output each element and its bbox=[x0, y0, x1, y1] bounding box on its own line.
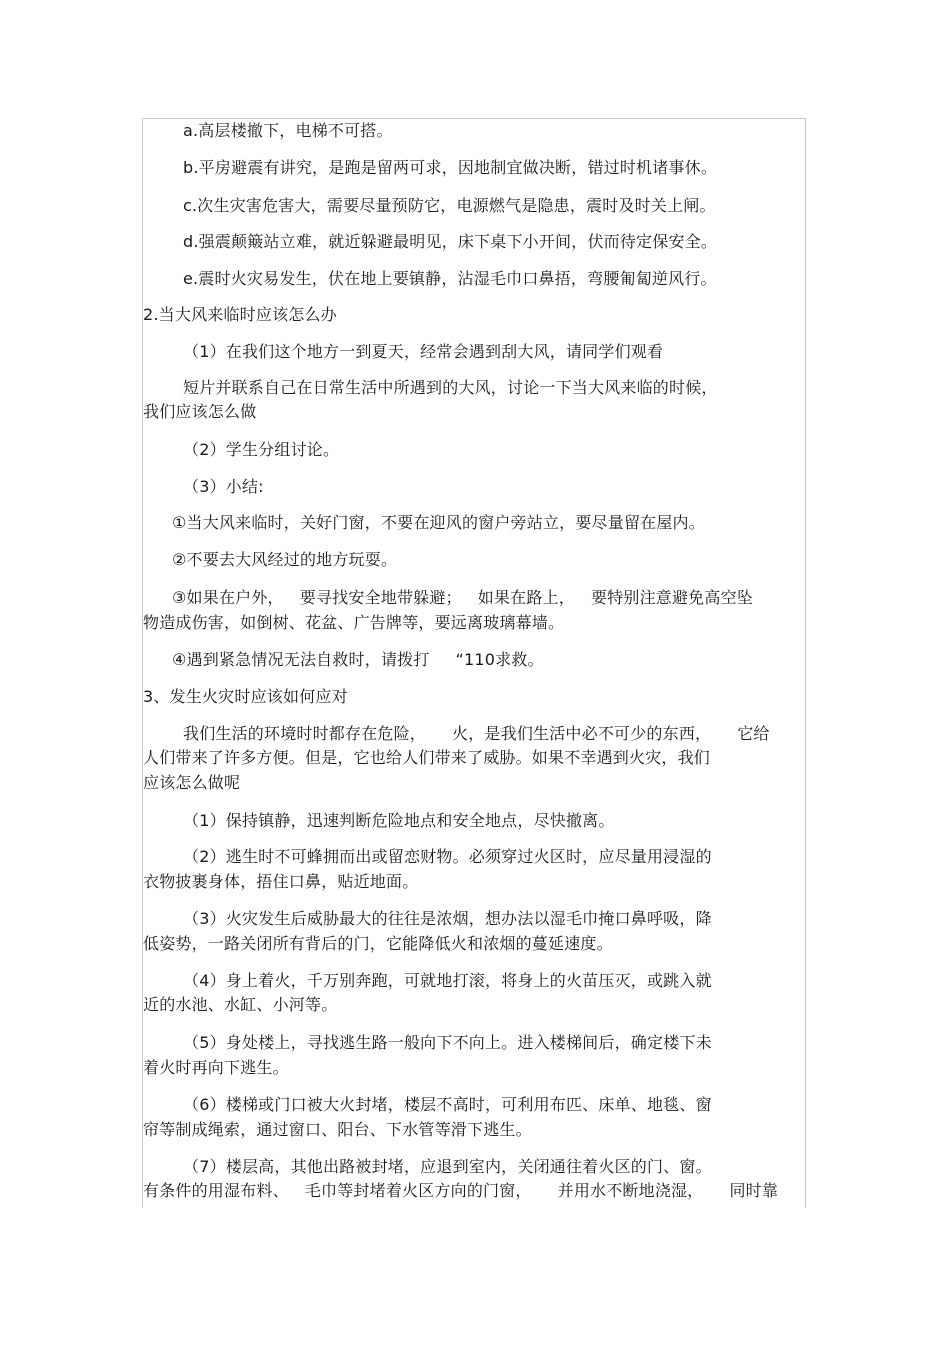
text-line: 帘等制成绳索，通过窗口、阳台、下水管等滑下逃生。 bbox=[143, 1120, 532, 1139]
text-segment: 我们生活的环境时时都存在危险， bbox=[183, 724, 427, 743]
text-line bbox=[143, 1181, 778, 1201]
text-line: （4）身上着火，千万别奔跑，可就地打滚，将身上的火苗压灭，或跳入就 bbox=[183, 971, 712, 990]
text-line: 着火时再向下逃生。 bbox=[143, 1058, 289, 1077]
text-line: 物造成伤害，如倒树、花盆、广告牌等，要远离玻璃幕墙。 bbox=[143, 613, 565, 632]
text-line: 衣物披裹身体，捂住口鼻，贴近地面。 bbox=[143, 872, 419, 891]
text-line: 人们带来了许多方便。但是，它也给人们带来了威胁。如果不幸遇到火灾，我们 bbox=[143, 748, 711, 767]
section-heading: 3、发生火灾时应该如何应对 bbox=[143, 687, 348, 706]
section-heading: 2.当大风来临时应该怎么办 bbox=[143, 305, 337, 324]
text-line: 近的水池、水缸、小河等。 bbox=[143, 995, 338, 1014]
text-line: （2）学生分组讨论。 bbox=[183, 440, 340, 459]
text-line bbox=[172, 650, 544, 670]
text-segment: 毛巾等封堵着火区方向的门窗， bbox=[304, 1181, 532, 1200]
text-line bbox=[183, 724, 770, 744]
text-line: （3）小结: bbox=[183, 477, 264, 496]
text-segment: ③如果在户外， bbox=[172, 588, 284, 607]
text-segment: 并用水不断地浇湿， bbox=[557, 1181, 704, 1200]
text-line: （1）在我们这个地方一到夏天，经常会遇到刮大风，请同学们观看 bbox=[183, 342, 664, 361]
text-line: 我们应该怎么做 bbox=[143, 402, 257, 421]
text-line: （3）火灾发生后威胁最大的往往是浓烟，想办法以湿毛巾掩口鼻呼吸，降 bbox=[183, 909, 712, 928]
text-line: ②不要去大风经过的地方玩耍。 bbox=[172, 550, 398, 569]
text-line: b.平房避震有讲究，是跑是留两可求，因地制宜做决断，错过时机诸事休。 bbox=[183, 158, 718, 177]
text-line: c.次生灾害危害大，需要尽量预防它，电源燃气是隐患，震时及时关上闸。 bbox=[183, 196, 716, 215]
text-line: （1）保持镇静，迅速判断危险地点和安全地点，尽快撤离。 bbox=[183, 811, 615, 830]
text-line: d.强震颠簸站立难，就近躲避最明见，床下桌下小开间，伏而待定保安全。 bbox=[183, 232, 718, 251]
text-segment: “110求救。 bbox=[455, 650, 544, 669]
text-line: 应该怎么做呢 bbox=[143, 773, 241, 792]
text-line: 短片并联系自己在日常生活中所遇到的大风，讨论一下当大风来临的时候， bbox=[183, 378, 718, 397]
text-line: （7）楼层高，其他出路被封堵，应退到室内，关闭通往着火区的门、窗。 bbox=[183, 1157, 712, 1176]
text-segment: 火，是我们生活中必不可少的东西， bbox=[452, 724, 712, 743]
text-segment: 它给 bbox=[737, 724, 770, 743]
text-line bbox=[172, 588, 753, 608]
text-line: e.震时火灾易发生，伏在地上要镇静，沾湿毛巾口鼻捂，弯腰匍匐逆风行。 bbox=[183, 269, 717, 288]
text-line: 低姿势，一路关闭所有背后的门，它能降低火和浓烟的蔓延速度。 bbox=[143, 934, 613, 953]
text-segment: 同时靠 bbox=[729, 1181, 779, 1200]
text-line: ①当大风来临时，关好门窗，不要在迎风的窗户旁站立，要尽量留在屋内。 bbox=[172, 513, 705, 532]
text-segment: 要寻找安全地带躲避； bbox=[299, 588, 462, 607]
text-segment: ④遇到紧急情况无法自救时，请拨打 bbox=[172, 650, 430, 669]
text-line: （2）逃生时不可蜂拥而出或留恋财物。必须穿过火区时，应尽量用浸湿的 bbox=[183, 847, 712, 866]
text-line: a.高层楼撤下，电梯不可搭。 bbox=[183, 121, 393, 140]
text-segment: 要特别注意避免高空坠 bbox=[590, 588, 753, 607]
text-line: （5）身处楼上，寻找逃生路一般向下不向上。进入楼梯间后，确定楼下未 bbox=[183, 1033, 712, 1052]
text-segment: 有条件的用湿布料、 bbox=[143, 1181, 289, 1200]
text-segment: 如果在路上， bbox=[477, 588, 575, 607]
text-line: （6）楼梯或门口被大火封堵，楼层不高时，可利用布匹、床单、地毯、窗 bbox=[183, 1095, 712, 1114]
